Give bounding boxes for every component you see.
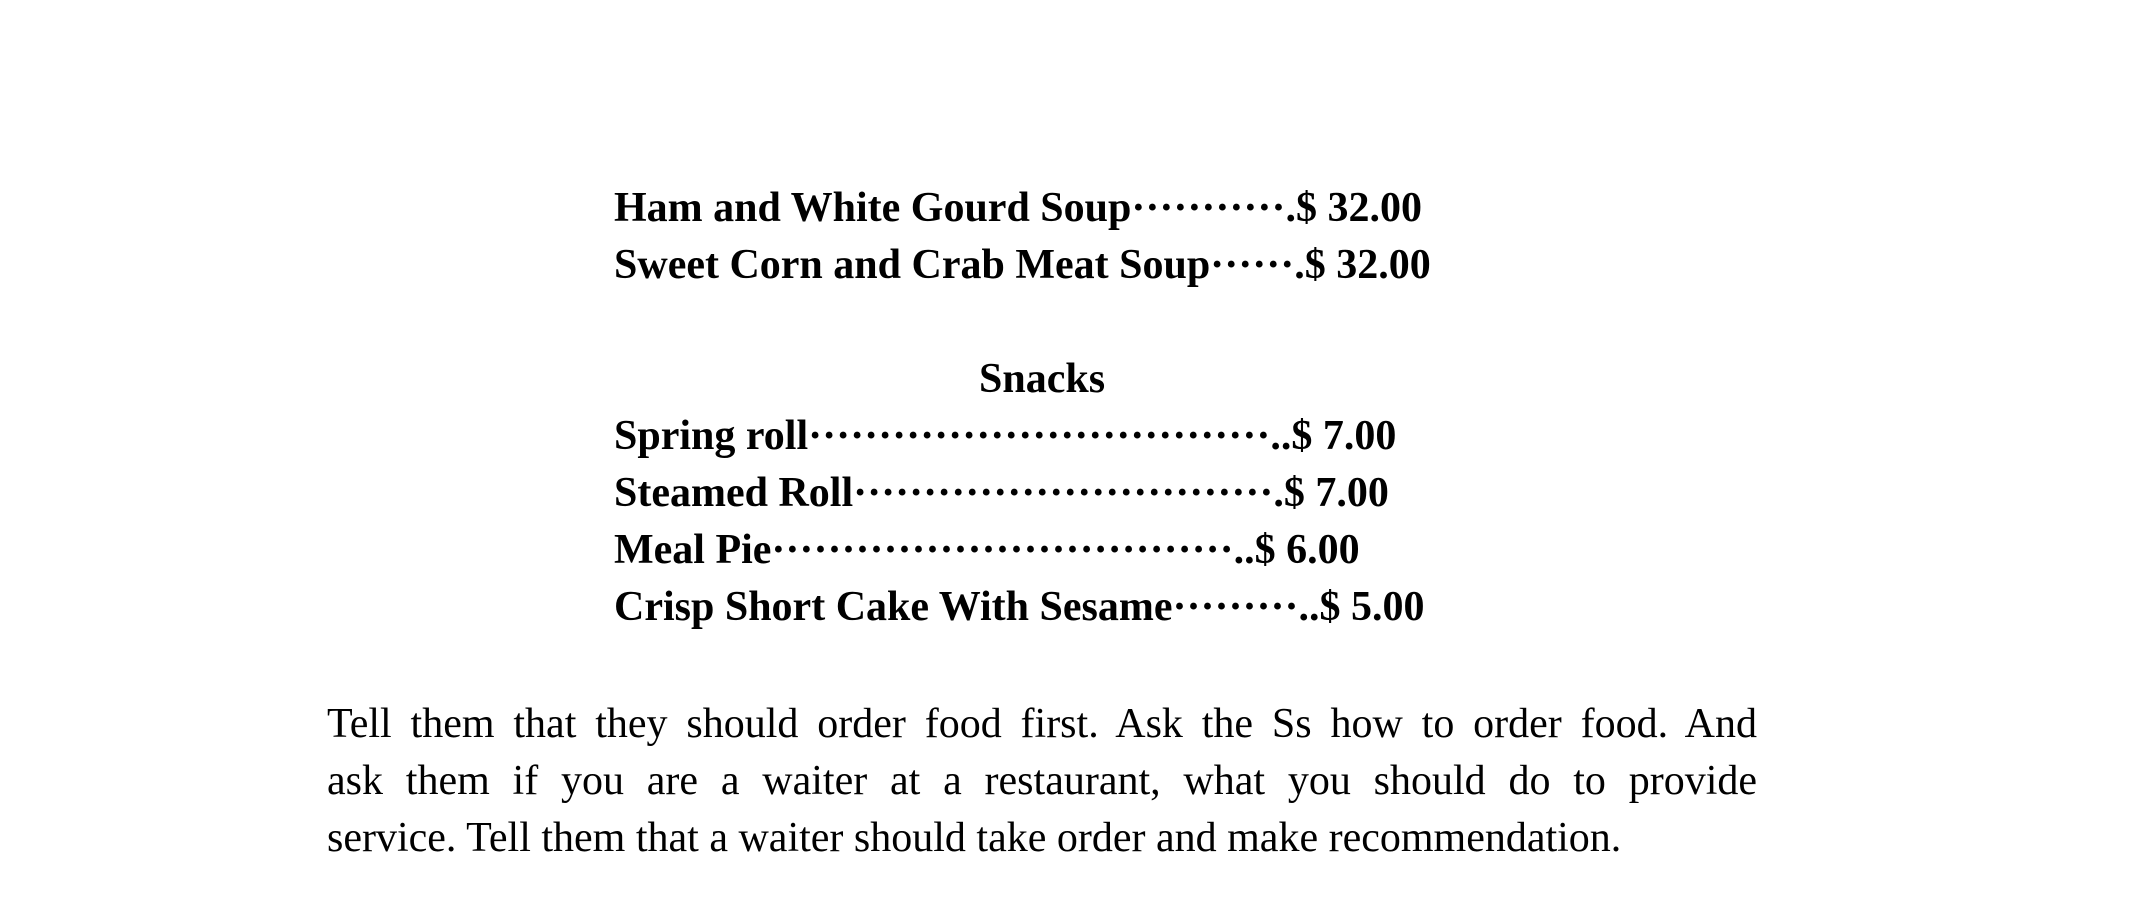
menu-item-snack: Crisp Short Cake With Sesame·········..$ 5.00 xyxy=(614,584,1425,630)
menu-item-soup: Ham and White Gourd Soup···········.$ 32.00 xyxy=(614,185,1422,231)
instruction-paragraph xyxy=(327,696,1757,867)
menu-item-snack: Steamed Roll······························.$ 7.00 xyxy=(614,470,1389,516)
paragraph-line: Tell them that they should order food first. Ask the Ss how to order food. And xyxy=(327,701,1757,747)
menu-item-soup: Sweet Corn and Crab Meat Soup······.$ 32.00 xyxy=(614,242,1431,288)
section-heading-label: Snacks xyxy=(979,356,1106,402)
menu-item-snack: Spring roll·································..$ 7.00 xyxy=(614,413,1397,459)
paragraph-line: ask them if you are a waiter at a restaurant, what you should do to provide xyxy=(327,758,1757,804)
paragraph-line: service. Tell them that a waiter should take order and make recommendation. xyxy=(327,815,1622,861)
section-heading-snacks xyxy=(614,351,1514,408)
menu-block xyxy=(614,180,1514,636)
menu-item-snack: Meal Pie·································..$ 6.00 xyxy=(614,527,1360,573)
spacer xyxy=(614,294,1514,351)
